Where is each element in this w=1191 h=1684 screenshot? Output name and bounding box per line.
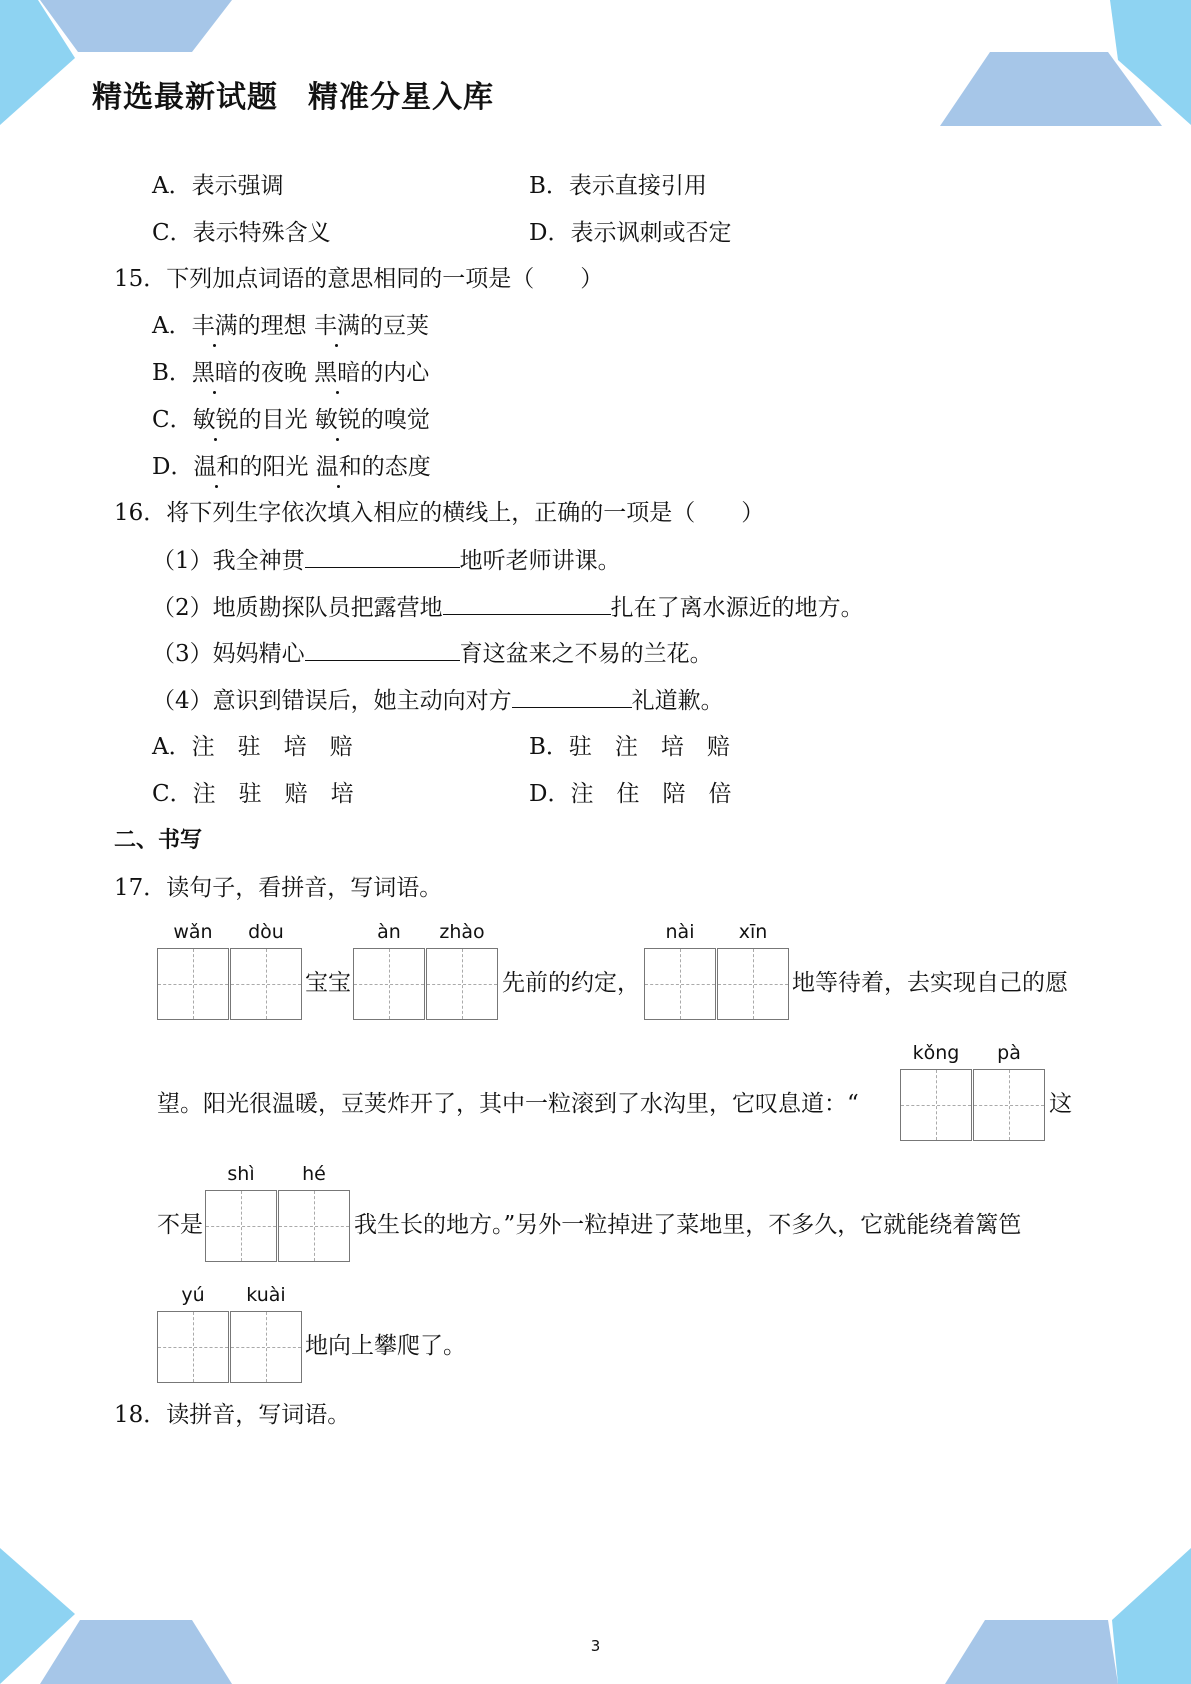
q14-option-d: D．表示讽刺或否定 bbox=[529, 220, 732, 246]
q17-stem: 17．读句子，看拼音，写词语。 bbox=[114, 875, 443, 901]
q17-line3-text2: 我生长的地方。”另外一粒掉进了菜地里，不多久，它就能绕着篱笆 bbox=[354, 1212, 1022, 1238]
dotted-word: 黑暗 bbox=[191, 360, 238, 386]
pinyin-label: yú bbox=[181, 1284, 205, 1306]
writing-grid-naixin[interactable] bbox=[644, 948, 790, 1020]
pinyin-label: kuài bbox=[246, 1284, 286, 1306]
q14-option-a: A．表示强调 bbox=[152, 173, 284, 199]
q15-option-b: B．黑暗的夜晚 黑暗的内心 bbox=[152, 360, 430, 386]
q16-item-2: （2）地质勘探队员把露营地 扎在了离水源近的地方。 bbox=[152, 592, 864, 623]
dotted-word: 丰满 bbox=[191, 313, 238, 339]
page-number: 3 bbox=[590, 1637, 601, 1655]
writing-cell[interactable] bbox=[230, 1311, 302, 1383]
writing-cell[interactable] bbox=[353, 948, 425, 1020]
answer-blank[interactable] bbox=[443, 592, 611, 615]
q17-line3-text1: 不是 bbox=[157, 1212, 203, 1238]
q17-line1-text2: 先前的约定， bbox=[502, 970, 640, 996]
header-right: 精准分星入库 bbox=[308, 80, 494, 115]
q14-option-b: B．表示直接引用 bbox=[529, 173, 707, 199]
q15-option-a: A．丰满的理想 丰满的豆荚 bbox=[152, 313, 429, 339]
writing-cell[interactable] bbox=[973, 1069, 1045, 1141]
q16-stem: 16．将下列生字依次填入相应的横线上，正确的一项是（ ） bbox=[114, 500, 765, 526]
dotted-word: 敏锐 bbox=[192, 407, 239, 433]
answer-blank[interactable] bbox=[512, 685, 632, 708]
q16-item-4: （4）意识到错误后，她主动向对方 礼道歉。 bbox=[152, 685, 724, 716]
writing-grid-wandou[interactable] bbox=[157, 948, 303, 1020]
q17-line2-text1: 望。阳光很温暖，豆荚炸开了，其中一粒滚到了水沟里，它叹息道：“ bbox=[157, 1091, 859, 1117]
header-left: 精选最新试题 bbox=[92, 80, 278, 115]
writing-grid-yukuai[interactable] bbox=[157, 1311, 303, 1383]
pinyin-label: pà bbox=[997, 1042, 1021, 1064]
dotted-word: 温和 bbox=[315, 454, 362, 480]
pinyin-label: wǎn bbox=[173, 921, 213, 943]
pinyin-label: dòu bbox=[248, 921, 284, 943]
q17-line2-text2: 这 bbox=[1049, 1091, 1072, 1117]
q18-stem: 18．读拼音，写词语。 bbox=[114, 1402, 351, 1428]
q16-option-c: C．注 驻 赔 培 bbox=[152, 781, 354, 807]
pinyin-label: kǒng bbox=[912, 1042, 960, 1064]
pinyin-label: xīn bbox=[738, 921, 768, 943]
dotted-word: 黑暗 bbox=[314, 360, 361, 386]
dotted-word: 温和 bbox=[193, 454, 240, 480]
writing-cell[interactable] bbox=[157, 948, 229, 1020]
q16-item-3: （3）妈妈精心 育这盆来之不易的兰花。 bbox=[152, 638, 713, 669]
answer-blank[interactable] bbox=[305, 545, 460, 568]
pinyin-label: shì bbox=[227, 1163, 255, 1185]
q17-line1-text1: 宝宝 bbox=[305, 970, 351, 996]
q16-option-b: B．驻 注 培 赔 bbox=[529, 734, 730, 760]
q17-line1-text3: 地等待着，去实现自己的愿 bbox=[792, 970, 1068, 996]
writing-cell[interactable] bbox=[205, 1190, 277, 1262]
q17-line4-text1: 地向上攀爬了。 bbox=[305, 1333, 466, 1359]
writing-cell[interactable] bbox=[278, 1190, 350, 1262]
dotted-word: 敏锐 bbox=[314, 407, 361, 433]
dotted-word: 丰满 bbox=[313, 313, 360, 339]
page-header bbox=[92, 72, 494, 116]
q16-option-d: D．注 住 陪 倍 bbox=[529, 781, 732, 807]
writing-cell[interactable] bbox=[644, 948, 716, 1020]
q15-option-c: C．敏锐的目光 敏锐的嗅觉 bbox=[152, 407, 430, 433]
writing-cell[interactable] bbox=[157, 1311, 229, 1383]
pinyin-label: zhào bbox=[439, 921, 485, 943]
pinyin-label: hé bbox=[302, 1163, 326, 1185]
writing-grid-kongpa[interactable] bbox=[900, 1069, 1046, 1141]
q14-option-c: C．表示特殊含义 bbox=[152, 220, 331, 246]
q16-item-1: （1）我全神贯 地听老师讲课。 bbox=[152, 545, 621, 576]
writing-grid-anzhao[interactable] bbox=[353, 948, 499, 1020]
q16-option-a: A．注 驻 培 赔 bbox=[152, 734, 353, 760]
writing-cell[interactable] bbox=[230, 948, 302, 1020]
writing-cell[interactable] bbox=[717, 948, 789, 1020]
writing-cell[interactable] bbox=[426, 948, 498, 1020]
writing-cell[interactable] bbox=[900, 1069, 972, 1141]
writing-grid-shihe[interactable] bbox=[205, 1190, 351, 1262]
section-title: 二、书写 bbox=[114, 828, 203, 853]
answer-blank[interactable] bbox=[305, 638, 460, 661]
pinyin-label: àn bbox=[377, 921, 401, 943]
q15-option-d: D．温和的阳光 温和的态度 bbox=[152, 454, 431, 480]
pinyin-label: nài bbox=[665, 921, 695, 943]
q15-stem: 15．下列加点词语的意思相同的一项是（ ） bbox=[114, 266, 604, 292]
